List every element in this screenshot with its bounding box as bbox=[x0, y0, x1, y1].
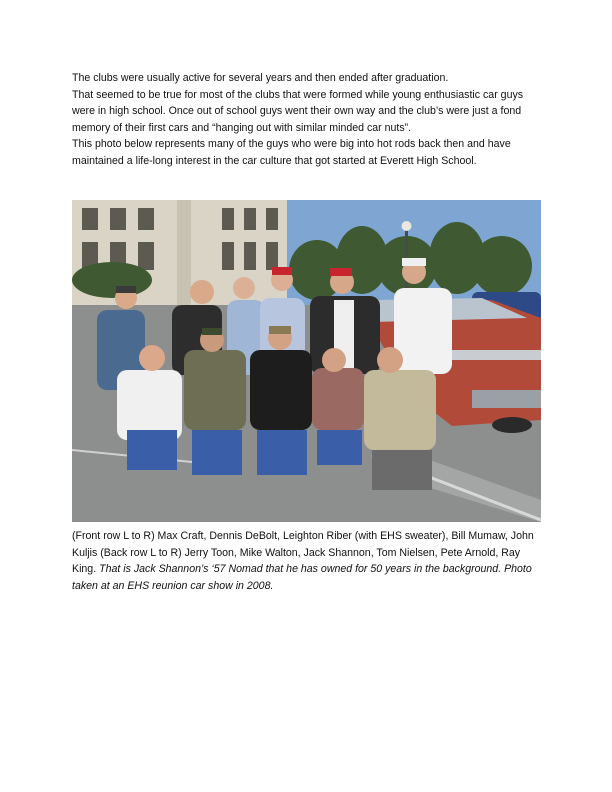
caption-note: That is Jack Shannon’s ‘57 Nomad that he has owned for 50 years in the background. Photo taken at an EHS reunion car show in 2008. bbox=[72, 563, 532, 592]
caption-names: (Front row L to R) Max Craft, Dennis DeBolt, Leighton Riber (with EHS sweater), Bill Mumaw, John Kuljis (Back row L to R) Jerry Toon, Mike Walton, Jack Shannon, Tom Nielsen, Pete Arnold, Ray King. bbox=[72, 530, 534, 575]
photo-caption bbox=[72, 528, 546, 594]
intro-text bbox=[72, 70, 546, 169]
group-photo bbox=[72, 200, 541, 522]
intro-paragraph-3: This photo below represents many of the guys who were big into hot rods back then and have maintained a life-long interest in the car culture that got started at Everett High School. bbox=[72, 138, 511, 167]
intro-paragraph-1: The clubs were usually active for several years and then ended after graduation. bbox=[72, 72, 449, 84]
intro-paragraph-2: That seemed to be true for most of the clubs that were formed while young enthusiastic car guys were in high school. Once out of school guys went their own way and the club’s were just a fond memory of their first cars and “hanging out with similar minded car nuts”. bbox=[72, 88, 524, 134]
group-photo-illustration bbox=[72, 200, 541, 522]
